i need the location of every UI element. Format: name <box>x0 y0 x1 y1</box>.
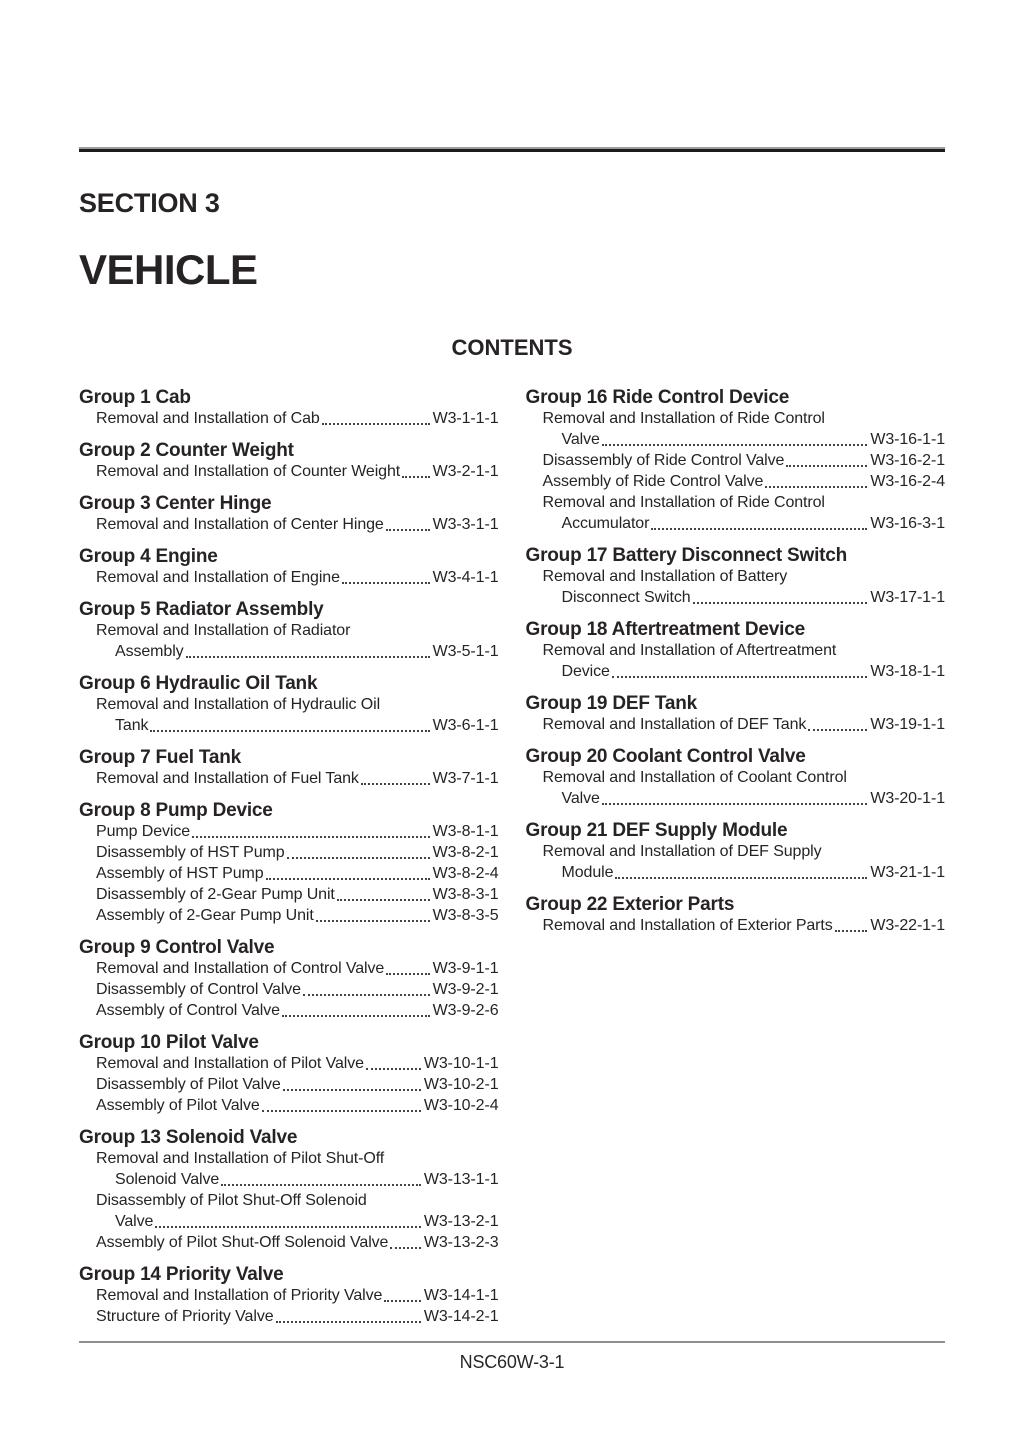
toc-entry <box>526 429 946 450</box>
dot-leader <box>342 582 430 584</box>
toc-entry-page: W3-8-3-1 <box>432 886 499 903</box>
toc-entry-label: Pump Device <box>96 823 191 840</box>
toc-entry <box>79 905 499 926</box>
toc-entry <box>79 958 499 979</box>
toc-entry-label: Solenoid Valve <box>115 1171 220 1188</box>
toc-entry-page: W3-9-2-1 <box>432 981 499 998</box>
toc-entry <box>526 862 946 883</box>
toc-entry-page: W3-16-1-1 <box>870 431 945 448</box>
toc-entry-label: Assembly of 2-Gear Pump Unit <box>96 907 314 924</box>
toc-entry-label: Removal and Installation of Cab <box>96 410 320 427</box>
toc-entry <box>79 1074 499 1095</box>
dot-leader <box>765 486 867 488</box>
dot-leader <box>221 1184 421 1186</box>
toc-entry-label: Disassembly of Pilot Valve <box>96 1076 281 1093</box>
toc-entry-page: W3-2-1-1 <box>432 463 499 480</box>
toc-entry <box>79 1000 499 1021</box>
toc-group-title: Group 6 Hydraulic Oil Tank <box>79 673 318 694</box>
toc-group-title: Group 18 Aftertreatment Device <box>525 619 805 640</box>
toc-group <box>79 493 499 535</box>
toc-entry <box>526 471 946 492</box>
dot-leader <box>808 729 867 731</box>
toc-entry <box>526 788 946 809</box>
toc-entry-page: W3-5-1-1 <box>432 643 499 660</box>
dot-leader <box>287 857 430 859</box>
toc-entry-page: W3-7-1-1 <box>432 770 499 787</box>
toc-entry-label: Valve <box>561 431 600 448</box>
toc-entry <box>79 884 499 905</box>
toc-entry-page: W3-9-2-6 <box>432 1002 499 1019</box>
dot-leader <box>322 423 430 425</box>
toc-entry <box>526 661 946 682</box>
toc-entry <box>79 979 499 1000</box>
dot-leader <box>361 783 430 785</box>
toc-group <box>79 747 499 789</box>
dot-leader <box>150 730 429 732</box>
section-label: SECTION 3 <box>79 188 220 218</box>
toc-entry-page: W3-14-2-1 <box>423 1308 499 1325</box>
dot-leader <box>786 465 867 467</box>
dot-leader <box>266 878 430 880</box>
toc-entry-page: W3-6-1-1 <box>432 717 499 734</box>
toc-group <box>79 800 499 926</box>
toc-entry-page: W3-8-2-1 <box>432 844 499 861</box>
toc-entry <box>79 567 499 588</box>
toc-entry <box>79 514 499 535</box>
toc-group-title: Group 1 Cab <box>79 387 191 408</box>
toc-entry-page: W3-13-2-1 <box>423 1213 499 1230</box>
toc-entry-label: Assembly of HST Pump <box>96 865 264 882</box>
toc-entry-label: Removal and Installation of Center Hinge <box>96 516 384 533</box>
toc-entry <box>79 461 499 482</box>
toc-group <box>79 387 499 429</box>
dot-leader <box>276 1321 421 1323</box>
toc-entry-label: Device <box>561 663 610 680</box>
toc-group-title: Group 13 Solenoid Valve <box>79 1127 298 1148</box>
toc-entry <box>79 715 499 736</box>
dot-leader <box>366 1068 421 1070</box>
toc-entry <box>526 714 946 735</box>
toc-entry-label: Removal and Installation of Priority Valve <box>96 1287 383 1304</box>
toc-group <box>79 546 499 588</box>
toc-entry-label: Disassembly of HST Pump <box>96 844 285 861</box>
toc-entry-label: Module <box>561 864 614 881</box>
toc-entry-page: W3-13-1-1 <box>423 1171 499 1188</box>
header-double-rule <box>79 147 945 152</box>
contents-heading: CONTENTS <box>451 335 573 360</box>
toc-entry-page: W3-17-1-1 <box>870 589 945 606</box>
toc-entry-label: Removal and Installation of Engine <box>96 569 340 586</box>
toc-entry <box>79 821 499 842</box>
page-title: VEHICLE <box>79 246 258 293</box>
toc-group-title: Group 4 Engine <box>79 546 218 567</box>
toc-group-title: Group 14 Priority Valve <box>79 1264 284 1285</box>
toc-entry-label: Removal and Installation of Fuel Tank <box>96 770 359 787</box>
toc-entry-page: W3-18-1-1 <box>870 663 945 680</box>
toc-entry-label: Removal and Installation of DEF Tank <box>542 716 807 733</box>
toc-entry <box>526 915 946 936</box>
toc-entry-page: W3-22-1-1 <box>870 917 945 934</box>
toc-entry-label: Structure of Priority Valve <box>96 1308 274 1325</box>
toc-group-title: Group 21 DEF Supply Module <box>525 820 788 841</box>
page-footer <box>79 1341 945 1373</box>
dot-leader <box>282 1015 430 1017</box>
toc-entry <box>79 1232 499 1253</box>
toc-entry-page: W3-16-3-1 <box>870 515 945 532</box>
footer-rule <box>79 1341 945 1343</box>
toc-group <box>526 894 946 936</box>
toc-entry-wrap-line: Removal and Installation of Pilot Shut-Off <box>96 1150 385 1167</box>
toc-group-title: Group 19 DEF Tank <box>525 693 697 714</box>
toc-entry-label: Accumulator <box>561 515 650 532</box>
toc-entry <box>79 863 499 884</box>
toc-entry-wrap-line: Removal and Installation of Battery <box>542 568 788 585</box>
toc-entry-label: Disassembly of Ride Control Valve <box>542 452 785 469</box>
toc-entry-wrap-line: Removal and Installation of Radiator <box>96 622 351 639</box>
toc-entry-label: Disassembly of 2-Gear Pump Unit <box>96 886 335 903</box>
dot-leader <box>835 930 868 932</box>
toc-entry-label: Valve <box>115 1213 154 1230</box>
toc-entry-wrap-line: Removal and Installation of Ride Control <box>542 410 825 427</box>
toc-group <box>526 746 946 809</box>
toc-entry-page: W3-1-1-1 <box>432 410 499 427</box>
toc-entry-label: Removal and Installation of Exterior Parts <box>542 917 833 934</box>
dot-leader <box>186 656 430 658</box>
toc-entry <box>526 450 946 471</box>
toc-entry <box>79 1211 499 1232</box>
toc-entry-label: Disassembly of Control Valve <box>96 981 301 998</box>
dot-leader <box>155 1226 420 1228</box>
toc-entry-page: W3-4-1-1 <box>432 569 499 586</box>
dot-leader <box>651 528 867 530</box>
toc-group-title: Group 10 Pilot Valve <box>79 1032 259 1053</box>
toc-entry <box>79 1285 499 1306</box>
toc-entry <box>79 641 499 662</box>
toc-group <box>526 387 946 534</box>
toc-entry-page: W3-19-1-1 <box>870 716 945 733</box>
toc-entry-page: W3-8-3-5 <box>432 907 499 924</box>
toc-entry-label: Assembly <box>115 643 184 660</box>
toc-entry-label: Assembly of Pilot Valve <box>96 1097 260 1114</box>
toc-group <box>79 1127 499 1253</box>
dot-leader <box>402 476 429 478</box>
toc-entry-wrap-line: Removal and Installation of Coolant Control <box>542 769 847 786</box>
toc-entry <box>79 1053 499 1074</box>
toc-entry <box>79 408 499 429</box>
toc-entry-page: W3-10-1-1 <box>423 1055 499 1072</box>
toc-entry-page: W3-8-1-1 <box>432 823 499 840</box>
toc-group-title: Group 16 Ride Control Device <box>525 387 790 408</box>
toc-entry-page: W3-3-1-1 <box>432 516 499 533</box>
toc-group-title: Group 17 Battery Disconnect Switch <box>525 545 848 566</box>
toc-entry-label: Removal and Installation of Counter Weight <box>96 463 401 480</box>
toc-group <box>79 440 499 482</box>
toc-entry-page: W3-20-1-1 <box>870 790 945 807</box>
toc-group <box>79 673 499 736</box>
dot-leader <box>612 676 868 678</box>
toc-group-title: Group 22 Exterior Parts <box>525 894 735 915</box>
toc-column-right <box>526 387 946 1338</box>
toc-entry-label: Assembly of Pilot Shut-Off Solenoid Valve <box>96 1234 389 1251</box>
toc-entry-label: Disconnect Switch <box>561 589 691 606</box>
toc-group <box>526 619 946 682</box>
toc-entry-page: W3-8-2-4 <box>432 865 499 882</box>
dot-leader <box>390 1247 420 1249</box>
dot-leader <box>283 1089 421 1091</box>
toc-entry-label: Assembly of Control Valve <box>96 1002 280 1019</box>
toc-group <box>79 599 499 662</box>
toc-entry-label: Assembly of Ride Control Valve <box>542 473 764 490</box>
toc-entry-page: W3-21-1-1 <box>870 864 945 881</box>
toc-entry-page: W3-10-2-1 <box>423 1076 499 1093</box>
toc-entry-page: W3-13-2-3 <box>423 1234 499 1251</box>
toc-entry-page: W3-14-1-1 <box>423 1287 499 1304</box>
dot-leader <box>386 973 429 975</box>
toc-group-title: Group 7 Fuel Tank <box>79 747 241 768</box>
toc-entry-wrap-line: Disassembly of Pilot Shut-Off Solenoid <box>96 1192 367 1209</box>
toc-group <box>526 693 946 735</box>
toc-entry-label: Valve <box>561 790 600 807</box>
dot-leader <box>303 994 430 996</box>
toc-group-title: Group 9 Control Valve <box>79 937 275 958</box>
dot-leader <box>262 1110 421 1112</box>
toc-column-left <box>79 387 499 1338</box>
toc-group-title: Group 2 Counter Weight <box>79 440 294 461</box>
toc-group-title: Group 3 Center Hinge <box>79 493 272 514</box>
toc-entry-label: Removal and Installation of Control Valve <box>96 960 385 977</box>
table-of-contents <box>79 387 945 1338</box>
toc-entry-wrap-line: Removal and Installation of DEF Supply <box>542 843 822 860</box>
toc-entry <box>526 513 946 534</box>
toc-group-title: Group 5 Radiator Assembly <box>79 599 324 620</box>
page-code: NSC60W-3-1 <box>459 1352 565 1372</box>
toc-entry <box>79 1306 499 1327</box>
dot-leader <box>337 899 430 901</box>
toc-entry-wrap-line: Removal and Installation of Aftertreatment <box>542 642 837 659</box>
dot-leader <box>316 920 430 922</box>
toc-group <box>79 937 499 1021</box>
toc-entry-page: W3-9-1-1 <box>432 960 499 977</box>
dot-leader <box>192 836 430 838</box>
toc-entry <box>79 842 499 863</box>
dot-leader <box>384 1300 421 1302</box>
toc-group <box>79 1264 499 1327</box>
toc-entry <box>526 587 946 608</box>
toc-entry <box>79 1169 499 1190</box>
toc-entry-page: W3-10-2-4 <box>423 1097 499 1114</box>
toc-group-title: Group 20 Coolant Control Valve <box>525 746 806 767</box>
toc-entry <box>79 1095 499 1116</box>
dot-leader <box>602 803 867 805</box>
toc-entry-wrap-line: Removal and Installation of Ride Control <box>542 494 825 511</box>
toc-entry-wrap-line: Removal and Installation of Hydraulic Oil <box>96 696 381 713</box>
toc-entry-page: W3-16-2-4 <box>870 473 945 490</box>
dot-leader <box>693 602 868 604</box>
dot-leader <box>386 529 430 531</box>
toc-entry-label: Removal and Installation of Pilot Valve <box>96 1055 364 1072</box>
toc-group <box>526 545 946 608</box>
toc-entry-page: W3-16-2-1 <box>870 452 945 469</box>
dot-leader <box>615 877 867 879</box>
toc-entry <box>79 768 499 789</box>
toc-group-title: Group 8 Pump Device <box>79 800 273 821</box>
toc-entry-label: Tank <box>115 717 149 734</box>
dot-leader <box>602 444 867 446</box>
toc-group <box>79 1032 499 1116</box>
toc-group <box>526 820 946 883</box>
